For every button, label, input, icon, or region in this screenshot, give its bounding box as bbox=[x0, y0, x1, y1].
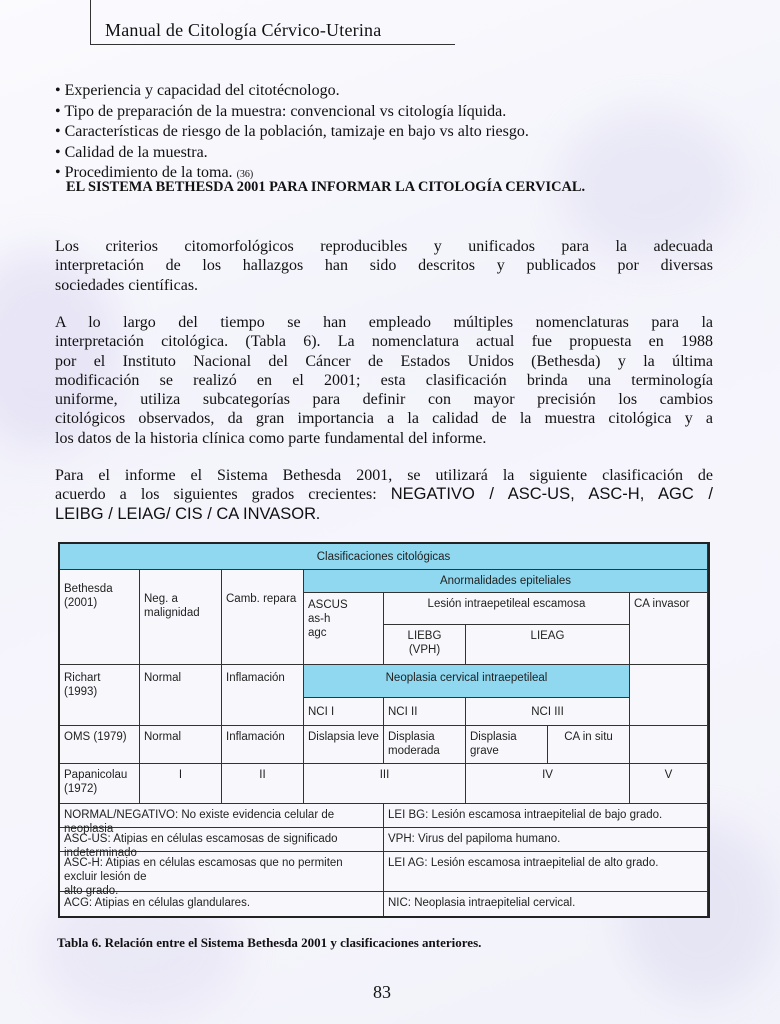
cell-richart-normal: Normal bbox=[140, 665, 222, 726]
cell-oms-normal: Normal bbox=[140, 726, 222, 764]
legend-asc-h: ASC-H: Atipias en células escamosas que no permiten excluir lesión de alto grado. bbox=[60, 852, 384, 892]
legend-lei-ag: LEI AG: Lesión escamosa intraepitelial de alto grado. bbox=[384, 852, 708, 892]
legend-nic: NIC: Neoplasia intraepitelial cervical. bbox=[384, 892, 708, 916]
list-item: • Experiencia y capacidad del citotécnologo. bbox=[55, 82, 340, 99]
cell-lesion-intraepitelial: Lesión intraepetileal escamosa bbox=[384, 593, 630, 625]
grade-list: NEGATIVO / ASC-US, ASC-H, AGC / bbox=[390, 485, 713, 504]
paragraph-line: citológicos observados, da gran importancia a la calidad de la muestra citológica y a bbox=[55, 410, 713, 428]
cell-anormalidades: Anormalidades epiteliales bbox=[304, 570, 708, 593]
paragraph-line: los datos de la historia clínica como parte fundamental del informe. bbox=[55, 429, 487, 447]
paragraph-line: por el Instituto Nacional del Cáncer de Estados Unidos (Bethesda) y la última bbox=[55, 352, 713, 370]
classification-table bbox=[58, 542, 710, 918]
cell-liebg: LIEBG (VPH) bbox=[384, 625, 466, 665]
list-item: • Tipo de preparación de la muestra: convencional vs citología líquida. bbox=[55, 102, 507, 120]
paragraph-line: interpretación de los hallazgos han sido descritos y publicados por diversas bbox=[55, 257, 713, 275]
legend-asc-us: ASC-US: Atipias en células escamosas de significado indeterminado bbox=[60, 828, 384, 852]
list-item: • Calidad de la muestra. bbox=[55, 143, 208, 161]
cell-blank bbox=[630, 665, 708, 726]
bullet-list bbox=[55, 81, 725, 186]
cell-displasia-grave: Displasia grave bbox=[466, 726, 548, 764]
paragraph-3 bbox=[55, 466, 713, 524]
legend-acg: ACG: Atipias en células glandulares. bbox=[60, 892, 384, 916]
cell-richart-inflamacion: Inflamación bbox=[222, 665, 304, 726]
cell-neg-malignidad: Neg. a malignidad bbox=[140, 570, 222, 665]
paragraph-1 bbox=[55, 237, 713, 295]
header-title: Manual de Citología Cérvico-Uterina bbox=[105, 20, 382, 40]
cell-nci-1: NCI I bbox=[304, 698, 384, 726]
paragraph-line bbox=[55, 505, 713, 524]
paragraph-text: . bbox=[316, 505, 321, 523]
legend-lei-bg: LEI BG: Lesión escamosa intraepitelial de bajo grado. bbox=[384, 804, 708, 828]
cell-pap-iii: III bbox=[304, 764, 466, 804]
cell-camb-repara: Camb. repara bbox=[222, 570, 304, 665]
cell-pap-i: I bbox=[140, 764, 222, 804]
section-title: EL SISTEMA BETHESDA 2001 PARA INFORMAR LA CITOLOGÍA CERVICAL. bbox=[66, 179, 586, 195]
row-label-oms: OMS (1979) bbox=[60, 726, 140, 764]
cell-displasia-leve: Dislapsia leve bbox=[304, 726, 384, 764]
paragraph-line bbox=[55, 485, 713, 504]
row-label-papanicolau: Papanicolau (1972) bbox=[60, 764, 140, 804]
table-title: Clasificaciones citológicas bbox=[60, 544, 708, 570]
cell-neoplasia-cervical: Neoplasia cervical intraepetileal bbox=[304, 665, 630, 698]
list-item: • Características de riesgo de la población, tamizaje en bajo vs alto riesgo. bbox=[55, 123, 529, 141]
cell-nci-2: NCI II bbox=[384, 698, 466, 726]
page-number: 83 bbox=[373, 982, 391, 1002]
cell-blank bbox=[630, 726, 708, 764]
cell-nci-3: NCI III bbox=[466, 698, 630, 726]
cell-pap-v: V bbox=[630, 764, 708, 804]
paragraph-line: Los criterios citomorfológicos reproducibles y unificados para la adecuada bbox=[55, 238, 713, 255]
reference-number: (36) bbox=[236, 169, 254, 181]
page-header bbox=[90, 0, 455, 45]
row-label-richart: Richart (1993) bbox=[60, 665, 140, 726]
cell-ascus: ASCUS as-h agc bbox=[304, 593, 384, 665]
paragraph-2 bbox=[55, 313, 713, 448]
paragraph-line: uniforme, utiliza subcategorías para definir con mayor precisión los cambios bbox=[55, 391, 713, 409]
row-label-bethesda: Bethesda (2001) bbox=[60, 570, 140, 665]
table-caption: Tabla 6. Relación entre el Sistema Bethesda 2001 y clasificaciones anteriores. bbox=[57, 935, 482, 950]
cell-ca-in-situ: CA in situ bbox=[548, 726, 630, 764]
legend-normal-negativo: NORMAL/NEGATIVO: No existe evidencia celular de neoplasia bbox=[60, 804, 384, 828]
paragraph-line: modificación se realizó en el 2001; esta clasificación brinda una terminología bbox=[55, 371, 713, 389]
paragraph-text: acuerdo a los siguientes grados crecientes: bbox=[55, 486, 391, 504]
paragraph-line: sociedades científicas. bbox=[55, 276, 199, 294]
cell-oms-inflamacion: Inflamación bbox=[222, 726, 304, 764]
cell-pap-iv: IV bbox=[466, 764, 630, 804]
paragraph-line: interpretación citológica. (Tabla 6). La nomenclatura actual fue propuesta en 1988 bbox=[55, 333, 713, 351]
legend-vph: VPH: Virus del papiloma humano. bbox=[384, 828, 708, 852]
cell-ca-invasor: CA invasor bbox=[630, 593, 708, 665]
grade-list: LEIBG / LEIAG/ CIS / CA INVASOR bbox=[55, 504, 317, 523]
cell-lieag: LIEAG bbox=[466, 625, 630, 665]
list-item-text: • Procedimiento de la toma. bbox=[55, 164, 233, 182]
paragraph-line: Para el informe el Sistema Bethesda 2001, se utilizará la siguiente clasificación de bbox=[55, 467, 713, 484]
paragraph-line: A lo largo del tiempo se han empleado múltiples nomenclaturas para la bbox=[55, 314, 713, 331]
cell-pap-ii: II bbox=[222, 764, 304, 804]
cell-displasia-moderada: Displasia moderada bbox=[384, 726, 466, 764]
